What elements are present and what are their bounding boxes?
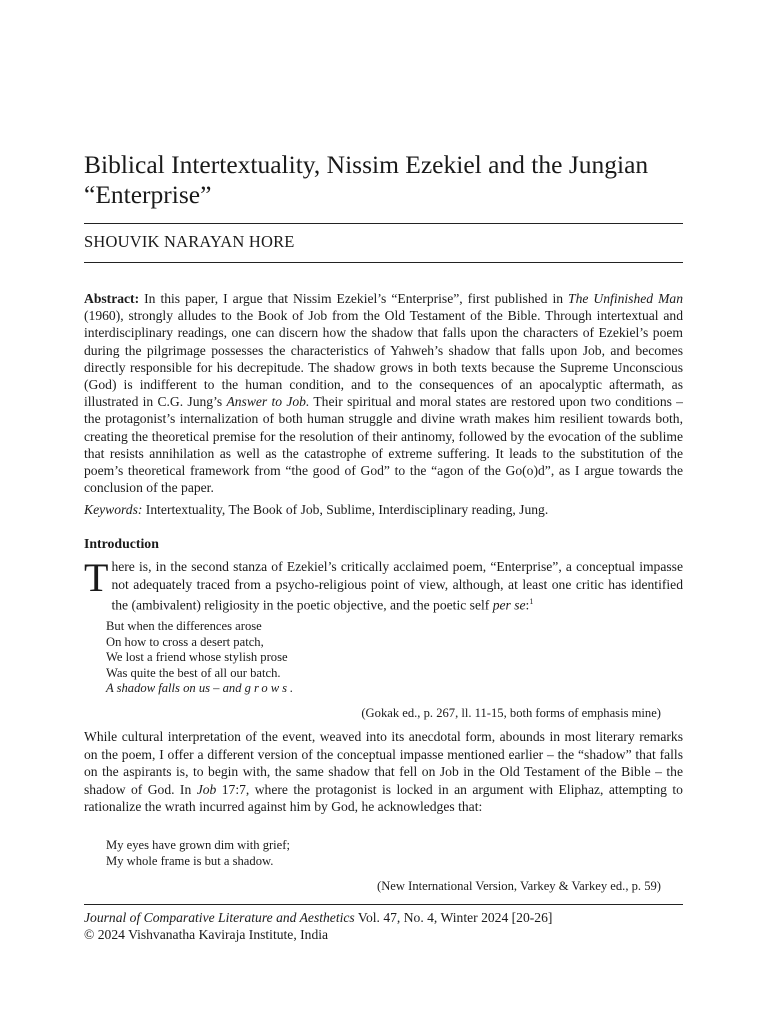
poem-line: My whole frame is but a shadow. [106, 853, 274, 868]
title-rule [84, 223, 683, 224]
abstract-text-3: Their spiritual and moral states are restored upon two conditions – the protagonist’s internalization of both human struggle and divine wrath makes him resilient towards both, creating the theoretical premise for the resolution of their antinomy, followed by the evocation of the sublime that resists annihilation as well as the catastrophe of extreme suffering. It leads to the substitution of the poem’s theoretical framework from “the good of God” to the “agon of the Go(o)d”, as I argue towards the conclusion of the paper. [84, 394, 683, 496]
poem-line-italic: A shadow falls on us – and [106, 681, 245, 696]
poem-line-emphasis [106, 681, 293, 697]
footer-rule [84, 904, 683, 905]
journal-line [84, 909, 552, 926]
poem-line: But when the differences arose [106, 619, 262, 633]
poem-line: My eyes have grown dim with grief; [106, 838, 290, 852]
poem-period: . [290, 681, 294, 696]
intro-paragraph [84, 555, 683, 614]
poem-line: We lost a friend whose stylish prose [106, 650, 288, 665]
abstract-book-title: The Unfinished Man [568, 291, 684, 306]
intro-per-se: per se [492, 597, 526, 613]
body2-text-1: While cultural interpretation of the event, weaved into its anecdotal form, abounds in most literary remarks on the poem, I offer a different version of the conceptual impasse mentioned earlier – the “shadow” that falls on the aspirants is, to begin with, the same shadow that fell on Job in the Old Testament of the Bible – the shadow of God. In [84, 729, 683, 797]
author-rule [84, 262, 683, 263]
footnote-marker: 1 [529, 597, 534, 606]
drop-cap: T [84, 555, 109, 600]
article-title: Biblical Intertextuality, Nissim Ezekiel and the Jungian “Enterprise” [84, 150, 649, 209]
intro-text: here is, in the second stanza of Ezekiel’s critically acclaimed poem, “Enterprise”, a conceptual impasse not adequately traced from a psycho-religious point of view, although, at least one critic has identified the (ambivalent) religiosity in the poetic objective, and the poetic self [111, 559, 683, 613]
abstract [84, 290, 683, 496]
poem-citation-2: (New International Version, Varkey & Varkey ed., p. 59) [377, 879, 661, 893]
journal-issue: Vol. 47, No. 4, Winter 2024 [20-26] [354, 910, 553, 925]
intro-colon: : [525, 597, 530, 613]
body2-job-title: Job [196, 781, 217, 797]
poem-line: On how to cross a desert patch, [106, 634, 264, 649]
keywords-label: Keywords: [84, 502, 143, 517]
abstract-text-2: (1960), strongly alludes to the Book of Job from the Old Testament of the Bible. Through intertextual and interdisciplinary readings, one can discern how the shadow that falls upon the characters of Ezekiel’s poem during the pilgrimage possesses the characteristics of Yahweh’s shadow that falls upon Job, and becomes directly responsible for his decrepitude. The shadow grows in both texts because the Supreme Unconscious (God) is indifferent to the human condition, and to the consequences of an apocalyptic aftermath, as illustrated in C.G. Jung’s [84, 308, 683, 410]
poem-excerpt-2 [106, 838, 290, 869]
copyright-line: © 2024 Vishvanatha Kaviraja Institute, India [84, 927, 329, 942]
abstract-jung-title: Answer to Job. [226, 394, 310, 410]
journal-name: Journal of Comparative Literature and Aesthetics [84, 910, 355, 925]
page-footer [84, 909, 552, 943]
abstract-label: Abstract: [84, 291, 140, 306]
poem-line: Was quite the best of all our batch. [106, 665, 281, 680]
poem-spaced-word: grows [244, 681, 290, 696]
abstract-text-1: In this paper, I argue that Nissim Ezekiel’s “Enterprise”, first published in [139, 291, 569, 306]
poem-excerpt-1 [106, 619, 293, 697]
section-heading-introduction: Introduction [84, 536, 159, 551]
body-paragraph-2 [84, 728, 683, 816]
keywords-text: Intertextuality, The Book of Job, Sublime, Interdisciplinary reading, Jung. [142, 502, 549, 517]
body2-text-2: 17:7, where the protagonist is locked in an argument with Eliphaz, attempting to rationalize the wrath incurred against him by God, he acknowledges that: [84, 781, 683, 814]
keywords [84, 501, 683, 518]
author-name: SHOUVIK NARAYAN HORE [84, 232, 295, 251]
poem-citation-1: (Gokak ed., p. 267, ll. 11-15, both forms of emphasis mine) [361, 706, 661, 720]
